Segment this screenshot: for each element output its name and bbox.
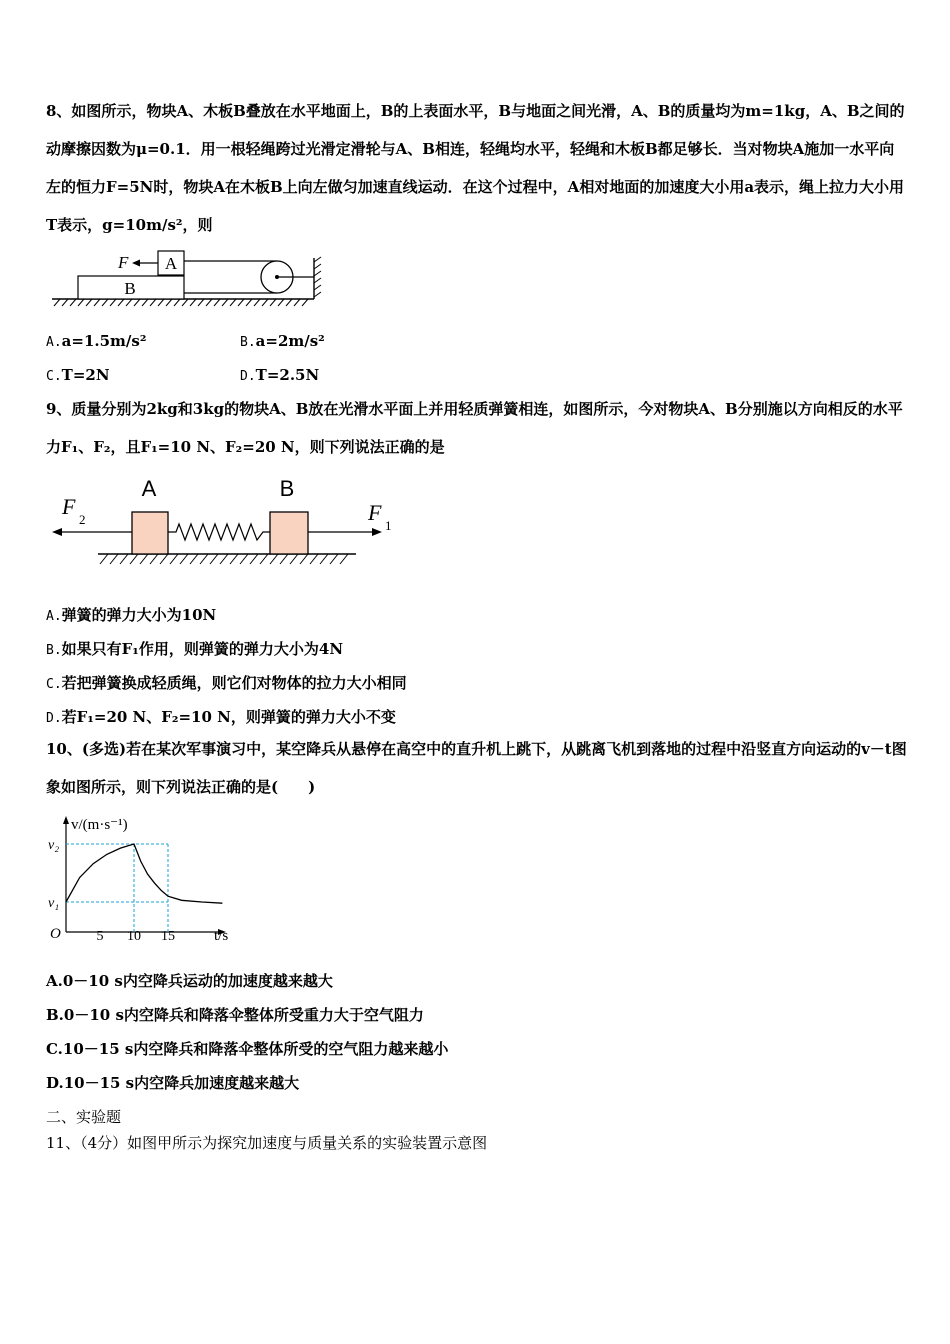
q8-board-b-label: B bbox=[124, 279, 136, 298]
q8-force-label: F bbox=[118, 253, 129, 272]
section-title: 二、实验题 bbox=[46, 1108, 122, 1126]
q8-option-a: A.a=1.5m/s² bbox=[46, 332, 147, 350]
q9-stem: 9、质量分别为2kg和3kg的物块A、B放在光滑水平面上并用轻质弹簧相连，如图所示，今对物块A、B分别施以方向相反的水平力F₁、F₂，且F₁=10 N、F₂=20 N，则下列说法正确的是 bbox=[46, 400, 903, 456]
chart-x-tick-15: 15 bbox=[161, 929, 175, 944]
q10-option-c: C.10－15 s内空降兵和降落伞整体所受的空气阻力越来越小 bbox=[46, 1040, 449, 1058]
q10-option-b: B.0－10 s内空降兵和降落伞整体所受重力大于空气阻力 bbox=[46, 1006, 424, 1024]
q11-stem: 11、（4分）如图甲所示为探究加速度与质量关系的实验装置示意图 bbox=[46, 1134, 488, 1152]
q9-f2-subscript: 2 bbox=[79, 512, 86, 527]
q10-stem: 10、(多选)若在某次军事演习中，某空降兵从悬停在高空中的直升机上跳下，从跳离飞机到落地的过程中沿竖直方向运动的v－t图象如图所示，则下列说法正确的是( ) bbox=[46, 740, 907, 796]
chart-x-tick-5: 5 bbox=[96, 929, 104, 944]
q9-option-c: C.若把弹簧换成轻质绳，则它们对物体的拉力大小相同 bbox=[46, 674, 407, 692]
q8-stem: 8、如图所示，物块A、木板B叠放在水平地面上，B的上表面水平，B与地面之间光滑，A、B的质量均为m=1kg，A、B之间的动摩擦因数为μ=0.1．用一根轻绳跨过光滑定滑轮与A、B相连，轻绳均水平，轻绳和木板B都足够长．当对物块A施加一水平向左的恒力F=5N时，物块A在木板B上向左做匀加速直线运动．在这个过程中，A相对地面的加速度大小用a表示，绳上拉力大小用T表示，g=10m/s²，则 bbox=[46, 102, 905, 234]
q8-figure bbox=[46, 248, 326, 312]
chart-series-line bbox=[66, 844, 222, 903]
q10-option-d: D.10－15 s内空降兵加速度越来越大 bbox=[46, 1074, 300, 1092]
q9-option-a: A.弹簧的弹力大小为10N bbox=[46, 606, 217, 624]
q8-option-c: C.T=2N bbox=[46, 366, 110, 384]
q9-f1-label: F bbox=[368, 500, 382, 525]
chart-origin-label: O bbox=[50, 926, 61, 942]
q8-block-a-label: A bbox=[164, 254, 178, 273]
q10-option-a: A.0－10 s内空降兵运动的加速度越来越大 bbox=[46, 972, 333, 990]
q9-block-b-label: B bbox=[279, 476, 295, 501]
chart-x-label: t/s bbox=[214, 928, 229, 944]
q9-block-a-label: A bbox=[141, 476, 157, 501]
chart-x-tick-10: 10 bbox=[127, 929, 141, 944]
q9-option-d: D.若F₁=20 N、F₂=10 N，则弹簧的弹力大小不变 bbox=[46, 708, 396, 726]
q8-option-b: B.a=2m/s² bbox=[240, 332, 325, 350]
q9-figure bbox=[46, 474, 406, 574]
q9-f2-label: F bbox=[62, 494, 76, 519]
q10-vt-chart bbox=[44, 810, 244, 950]
chart-y-tick-v2: v₂ bbox=[48, 838, 60, 853]
q9-f1-subscript: 1 bbox=[385, 518, 392, 533]
q9-option-b: B.如果只有F₁作用，则弹簧的弹力大小为4N bbox=[46, 640, 344, 658]
chart-y-label: v/(m·s⁻¹) bbox=[71, 817, 128, 833]
chart-y-tick-v1: v₁ bbox=[48, 896, 60, 911]
q8-option-d: D.T=2.5N bbox=[240, 366, 320, 384]
